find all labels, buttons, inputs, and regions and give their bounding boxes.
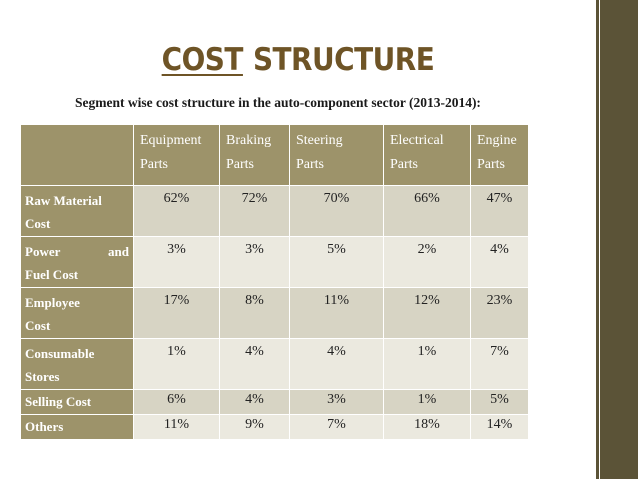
table-cell: 4% <box>220 390 290 415</box>
table-cell: 47% <box>471 186 529 237</box>
table-cell: 6% <box>134 390 220 415</box>
table-cell: 5% <box>290 237 384 288</box>
table-row <box>21 186 529 237</box>
table-cell: 9% <box>220 415 290 440</box>
header-corner-cell <box>21 125 134 186</box>
slide-title <box>0 42 596 78</box>
table-cell: 17% <box>134 288 220 339</box>
table-header-row <box>21 125 529 186</box>
header-electrical-parts: Electrical Parts <box>384 125 471 186</box>
header-equipment-parts: Equipment Parts <box>134 125 220 186</box>
table-cell: 1% <box>384 390 471 415</box>
table-row <box>21 339 529 390</box>
table-cell: 70% <box>290 186 384 237</box>
table-row <box>21 415 529 440</box>
slide-subtitle: Segment wise cost structure in the auto-component sector (2013-2014): <box>75 95 481 110</box>
side-decoration-bar <box>596 0 638 479</box>
table-cell: 4% <box>471 237 529 288</box>
table-cell: 11% <box>290 288 384 339</box>
table-cell: 14% <box>471 415 529 440</box>
header-steering-parts: Steering Parts <box>290 125 384 186</box>
table-cell: 4% <box>290 339 384 390</box>
title-word-structure: STRUCTURE <box>252 42 435 78</box>
table-cell: 72% <box>220 186 290 237</box>
table-cell: 12% <box>384 288 471 339</box>
table-cell: 1% <box>384 339 471 390</box>
cost-structure-table <box>20 124 529 440</box>
header-engine-parts: Engine Parts <box>471 125 529 186</box>
row-label-others: Others <box>21 415 134 440</box>
table-cell: 7% <box>471 339 529 390</box>
row-label-selling-cost: Selling Cost <box>21 390 134 415</box>
table-cell: 23% <box>471 288 529 339</box>
table-cell: 4% <box>220 339 290 390</box>
table-row <box>21 288 529 339</box>
table-cell: 1% <box>134 339 220 390</box>
header-braking-parts: Braking Parts <box>220 125 290 186</box>
title-word-cost: COST <box>161 42 243 78</box>
row-label-employee-cost: Employee Cost <box>21 288 134 339</box>
row-label-consumable-stores: Consumable Stores <box>21 339 134 390</box>
row-label-raw-material-cost: Raw Material Cost <box>21 186 134 237</box>
table-cell: 5% <box>471 390 529 415</box>
table-cell: 62% <box>134 186 220 237</box>
table-row <box>21 237 529 288</box>
table-cell: 8% <box>220 288 290 339</box>
table-cell: 7% <box>290 415 384 440</box>
table-row <box>21 390 529 415</box>
table-cell: 3% <box>134 237 220 288</box>
side-decoration-line <box>599 0 600 479</box>
table-cell: 11% <box>134 415 220 440</box>
table-cell: 66% <box>384 186 471 237</box>
row-label-power-fuel-cost: Power and Fuel Cost <box>21 237 134 288</box>
table-cell: 18% <box>384 415 471 440</box>
table-cell: 3% <box>290 390 384 415</box>
table-cell: 2% <box>384 237 471 288</box>
table-cell: 3% <box>220 237 290 288</box>
